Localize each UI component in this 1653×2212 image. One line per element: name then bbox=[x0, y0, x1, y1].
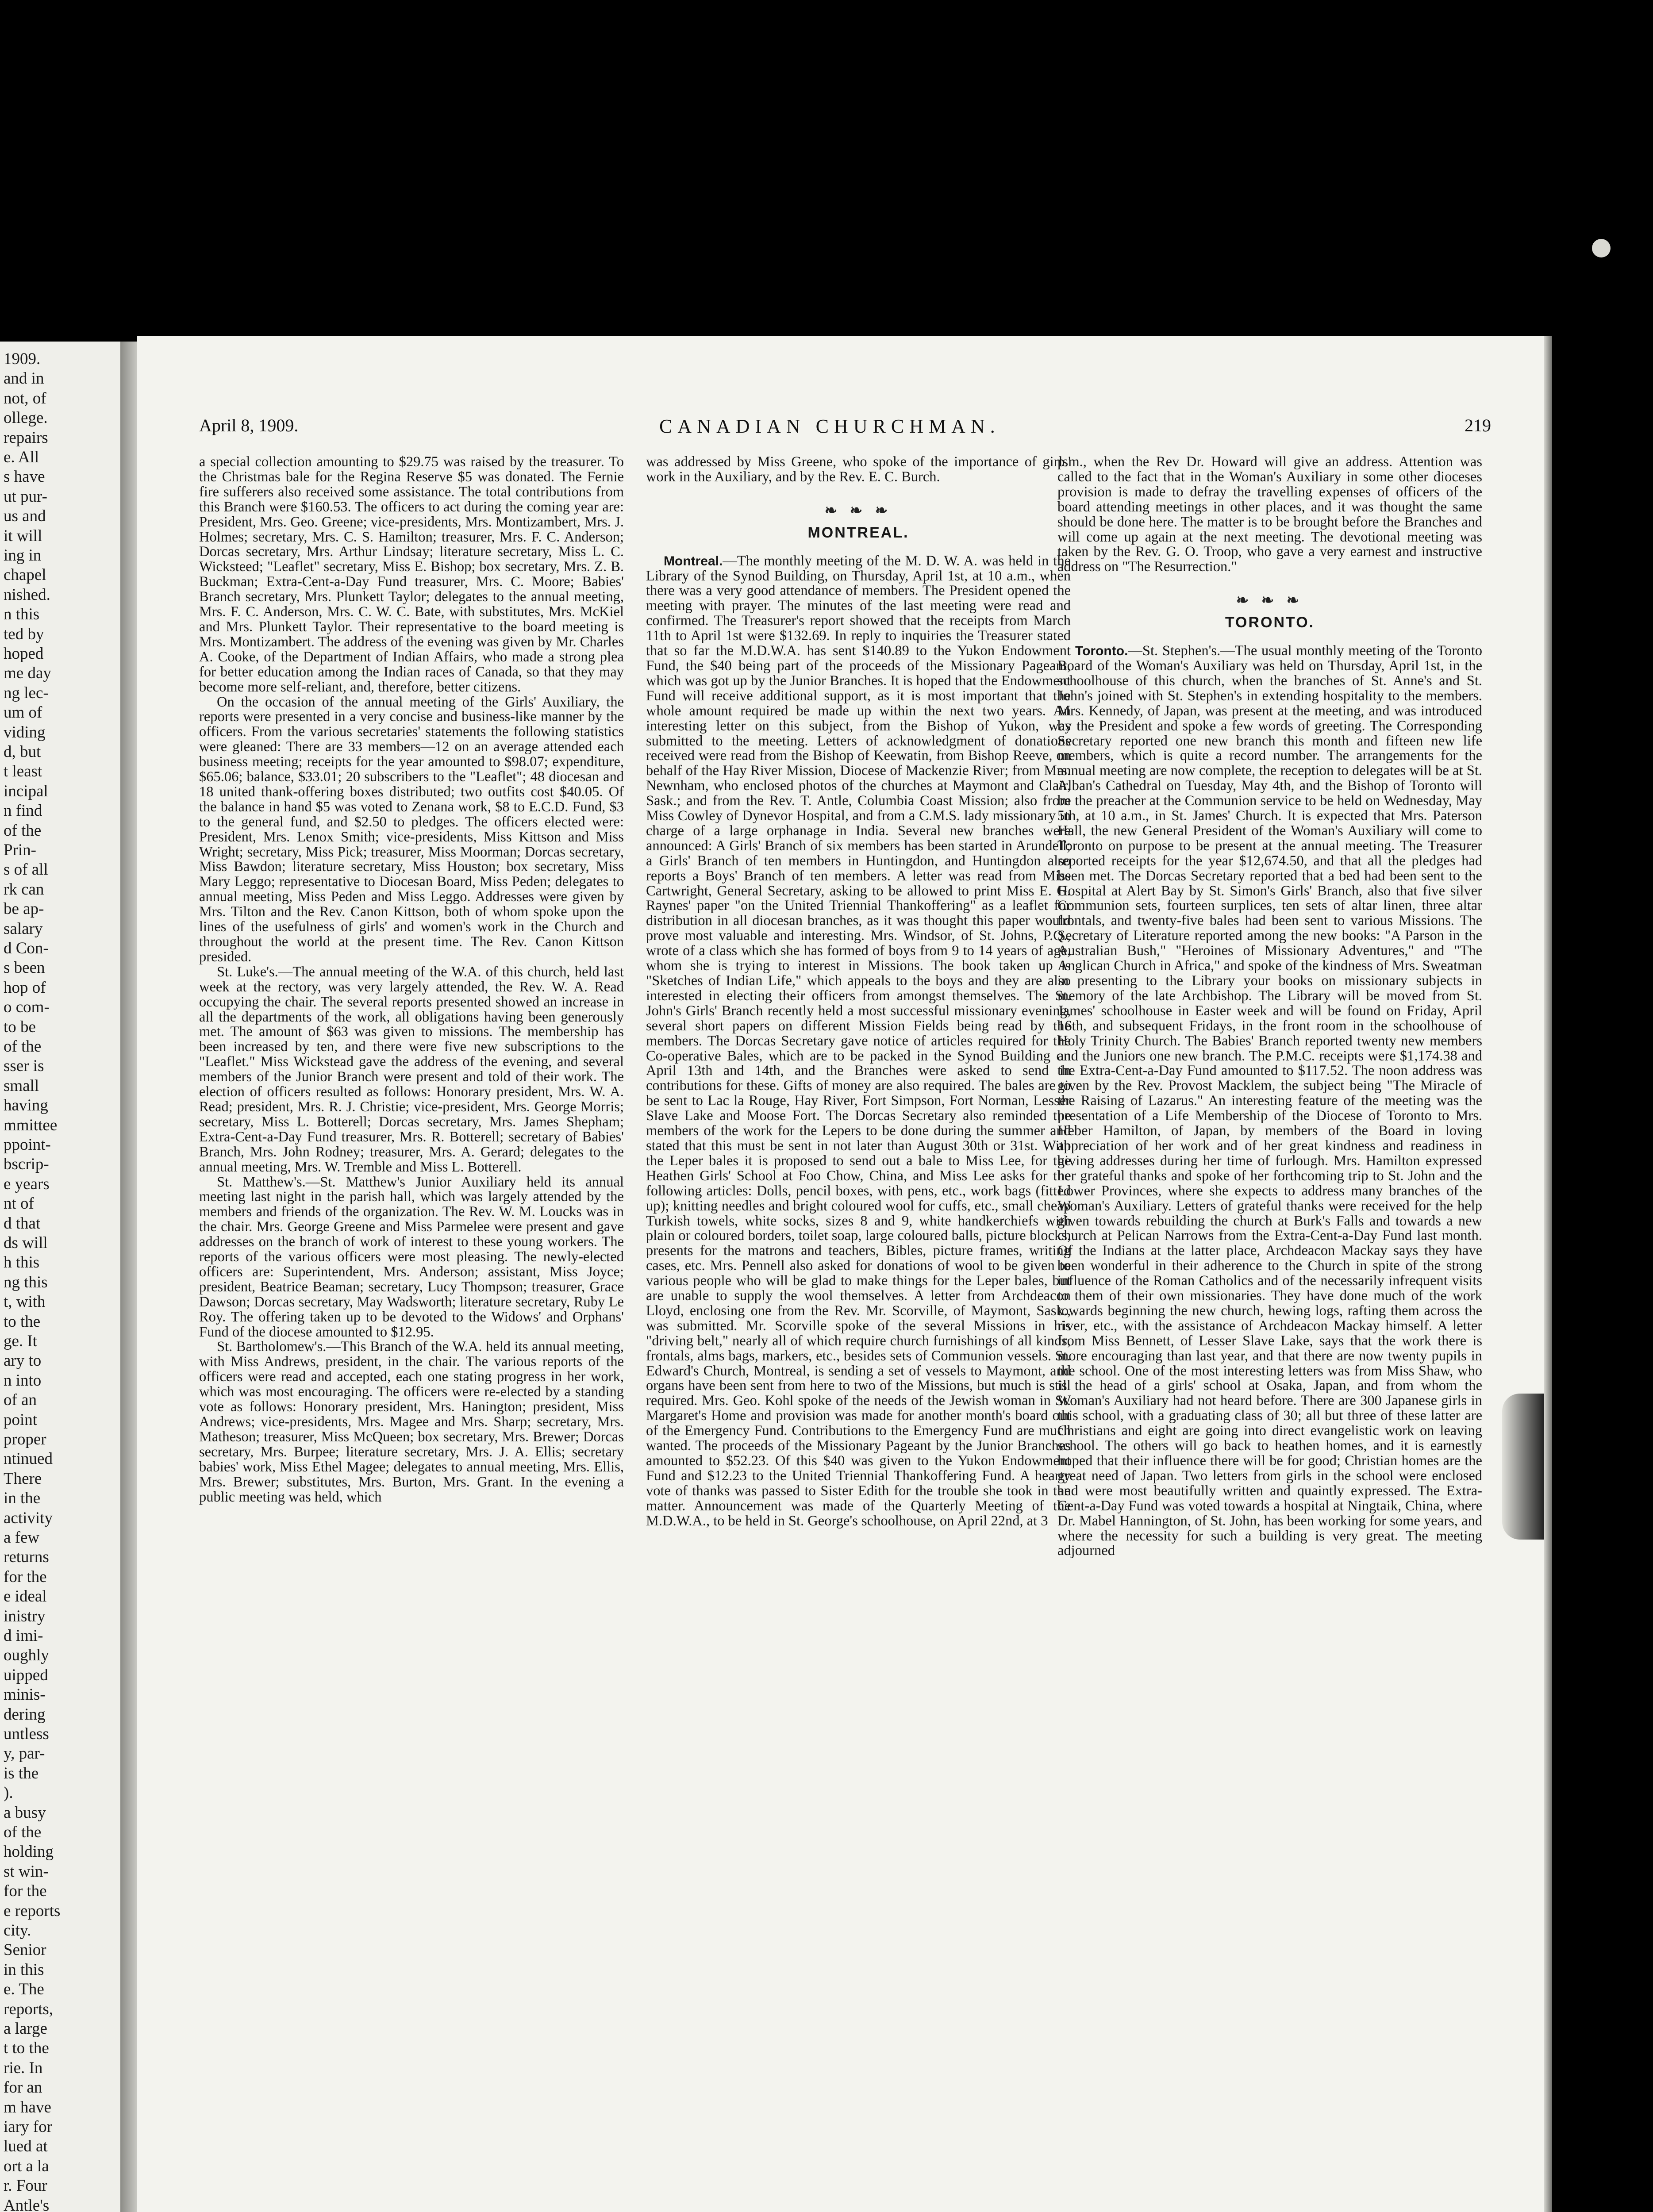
facing-page-line: d Con- bbox=[4, 939, 49, 957]
facing-page-line: for the bbox=[4, 1567, 47, 1586]
facing-page-line: reports, bbox=[4, 2000, 53, 2018]
facing-page-line: for the bbox=[4, 1882, 47, 1901]
facing-page-line: of the bbox=[4, 821, 42, 840]
facing-page-line: lued at bbox=[4, 2137, 48, 2156]
facing-page-line: small bbox=[4, 1076, 39, 1095]
facing-page-line: h this bbox=[4, 1253, 40, 1272]
paragraph-st-bartholomews: St. Bartholomew's.—This Branch of the W.A. held its annual meeting, with Miss Andrews, president, in the chair. The various reports of the officers were read and accepted, each one stating progress in her work, which was most encouraging. The officers were re-elected by a standing vote as follows: Honorary president, Mrs. Hanington; president, Miss Andrews; vice-presidents, Mrs. Magee and Mrs. Sharp; secretary, Mrs. Matheson; treasurer, Miss McQueen; box secretary, Mrs. Brewer; Dorcas secretary, Mrs. Burpee; literature secretary, Mrs. J. A. Ellis; secretary babies' work, Miss Ethel Magee; delegates to annual meeting, Mrs. Ellis, Mrs. Brewer; substitutes, Mrs. Burton, Mrs. Grant. In the evening a public meeting was held, which bbox=[199, 1339, 624, 1505]
facing-page-line: ge. It bbox=[4, 1332, 38, 1350]
book-gutter bbox=[120, 342, 137, 2212]
facing-page-line: ng this bbox=[4, 1273, 48, 1291]
facing-page-line: to be bbox=[4, 1018, 36, 1036]
newspaper-page bbox=[137, 336, 1544, 2212]
facing-page-line: having bbox=[4, 1096, 48, 1115]
facing-page-line: and in bbox=[4, 369, 44, 388]
facing-page-line: hoped bbox=[4, 645, 44, 663]
facing-page-line: e. The bbox=[4, 1980, 44, 1999]
facing-page-line: e. All bbox=[4, 448, 39, 466]
facing-page-line: ary to bbox=[4, 1352, 42, 1370]
facing-page-line: nt of bbox=[4, 1194, 34, 1213]
facing-page-line: ppoint- bbox=[4, 1136, 51, 1154]
facing-page-line: mmittee bbox=[4, 1116, 58, 1134]
facing-page-line: ted by bbox=[4, 625, 44, 643]
facing-page-line: o com- bbox=[4, 998, 50, 1017]
section-heading-montreal: MONTREAL. bbox=[807, 524, 909, 541]
facing-page-line: Prin- bbox=[4, 841, 36, 859]
paragraph-st-matthews: St. Matthew's.—St. Matthew's Junior Auxiliary held its annual meeting last night in the parish hall, which was largely attended by the members and friends of the organization. The Rev. W. M. Loucks was in the chair. Mrs. George Greene and Miss Parmelee were present and gave addresses on the branch of work of interest to these young workers. The reports of the various officers were most pleasing. The newly-elected officers are: Superintendent, Mrs. Anderson; assistant, Miss Joyce; president, Beatrice Beaman; secretary, Lucy Thompson; treasurer, Grace Dawson; Dorcas secretary, May Wadsworth; literature secretary, Ruby Le Roy. The offering taken up to be devoted to the Widows' and Orphans' Fund of the diocese amounted to $12.95. bbox=[199, 1174, 624, 1340]
facing-page-line: returns bbox=[4, 1548, 49, 1567]
clip-shadow bbox=[1502, 1394, 1544, 1540]
facing-page-line: oughly bbox=[4, 1646, 49, 1665]
facing-page-line: not, of bbox=[4, 389, 46, 407]
facing-page-line: of an bbox=[4, 1391, 37, 1409]
facing-page-line: incipal bbox=[4, 782, 48, 800]
facing-page-line: proper bbox=[4, 1430, 46, 1448]
facing-page-line: ). bbox=[4, 1784, 13, 1802]
facing-page-line: for an bbox=[4, 2078, 42, 2097]
facing-page-line: hop of bbox=[4, 978, 46, 997]
facing-page-line: us and bbox=[4, 507, 46, 526]
paragraph-body: —The monthly meeting of the M. D. W. A. was held in the Library of the Synod Building, on Thursday, April 1st, at 10 a.m., when there was a very good attendance of members. The President opened the meeting with prayer. The minutes of the last meeting were read and confirmed. The Treasurer's report showed that the receipts from March 11th to April 1st were $132.69. In reply to inquiries the Treasurer stated that so far the M.D.W.A. has sent $140.89 to the Yukon Endowment Fund, the $40 being part of the proceeds of the Missionary Pageant, which was got up by the Junior Branches. It is hoped that the Endowment Fund will receive additional support, as it is most important that the whole amount required be made up within the next two years. An interesting letter on this subject, from the Bishop of Yukon, was submitted to the meeting. Letters of acknowledgment of donations received were read from the Bishop of Keewatin, from Bishop Reeve, on behalf of the Hay River Mission, Diocese of Mackenzie River; from Mrs. Newnham, who enclosed photos of the churches at Maymont and Clair, Sask.; and from the Rev. T. Antle, Columbia Coast Mission; also from Miss Cowley of Dynevor Hospital, and from a C.M.S. lady missionary in charge of a large orphanage in India. Several new branches were announced: A Girls' Branch of six members has been started in Arundell; a Girls' Branch of ten members in Huntingdon, and Huntingdon also reports a Boys' Branch of ten members. A letter was read from Miss Cartwright, General Secretary, asking to be allowed to print Miss E. G. Raynes' paper "on the United Triennial Thankoffering" as a leaflet for distribution in all diocesan branches, as it was thought this paper would prove most valuable and interesting. Mrs. Windsor, of St. Johns, P.Q., wrote of a class which she has formed of boys from 9 to 14 years of age, whom she is trying to interest in Missions. The book taken up is "Sketches of Indian Life," which appeals to the boys and they are also interested in electing their officers from amongst themselves. The St. John's Girls' Branch recently held a most successful missionary evening, several short papers on different Mission Fields being read by the members. The Dorcas Secretary gave notice of articles required for the Co-operative Bales, which are to be packed in the Synod Building on April 13th and 14th, and the Branches were asked to send in contributions for these. Gifts of money are also required. The bales are to be sent to Lac la Rouge, Hay River, Fort Simpson, Fort Norman, Lesser Slave Lake and Moose Fort. The Dorcas Secretary also reminded the members of the work for the Lepers to be done during the summer and stated that this must be sent in not later than August 30th or 31st. With the Leper bales it is proposed to send out a bale to Miss Lee, for the Heathen Girls' School at Foo Chow, China, and Miss Lee asks for the following articles: Dolls, pencil boxes, with pens, etc., work bags (fitted up); knitting needles and bright coloured wool for cuffs, etc., small cheap Turkish towels, white socks, sizes 8 and 9, white handkerchiefs with plain or coloured borders, toilet soap, large coloured balls, picture blocks, presents for the matrons and teachers, Bibles, picture frames, writing cases, etc. Mrs. Pennell also asked for donations of wool to be given to various people who will be glad to make things for the Leper bales, but are unable to supply the wool themselves. A letter from Archdeacon Lloyd, enclosing one from the Rev. Mr. Scorville, of Maymont, Sask., was submitted. Mr. Scorville spoke of the several Missions in his "driving belt," nearly all of which require church furnishings of all kinds, frontals, alms bags, markers, etc., besides sets of Communion vessels. St. Edward's Church, Montreal, is sending a set of vessels to Maymont, and organs have been sent from here to two of the Missions, but much is still required. Mrs. Geo. Kohl spoke of the needs of the Jewish woman in St. Margaret's Home and provision was made for another month's board out of the Emergency Fund. Contributions to the Emergency Fund are much wanted. The proceeds of the Missionary Pageant by the Junior Branches amounted to $52.23. Of this $40 was given to the Yukon Endowment Fund and $12.23 to the United Triennial Thankoffering Fund. A hearty vote of thanks was passed to Sister Edith for the trouble she took in the matter. Announcement was made of the Quarterly Meeting of the M.D.W.A., to be held in St. George's schoolhouse, on April 22nd, at 3 bbox=[646, 553, 1071, 1529]
facing-page-line: in this bbox=[4, 1960, 44, 1979]
header-date: April 8, 1909. bbox=[199, 415, 299, 435]
paragraph-continuation: a special collection amounting to $29.75 was raised by the treasurer. To the Christmas bale for the Regina Reserve $5 was donated. The Fernie fire sufferers also received some assistance. The total contributions from this Branch were $160.53. The officers to act during the coming year are: President, Mrs. Geo. Greene; vice-presidents, Mrs. Montizambert, Mrs. J. Holmes; secretary, Mrs. C. S. Hamilton; treasurer, Mrs. F. C. Anderson; Dorcas secretary, Mrs. Arthur Lindsay; literature secretary, Miss L. C. Wicksteed; "Leaflet" secretary, Miss E. Bishop; box secretary, Mrs. Z. B. Buckman; Extra-Cent-a-Day Fund treasurer, Mrs. C. Moore; Babies' Branch secretary, Mrs. Plunkett Taylor; delegates to the annual meeting, Mrs. F. C. Anderson, Mrs. C. W. C. Bate, with substitutes, Mrs. McKiel and Mrs. Plunkett Taylor. Their representative to the board meeting is Mrs. Montizambert. The address of the evening was given by Mr. Charles A. Cooke, of the Department of Indian Affairs, who made a strong plea for better education among the Indian races of Canada, so that they may become more self-reliant, and, therefore, better citizens. bbox=[199, 455, 624, 695]
publication-title: CANADIAN CHURCHMAN. bbox=[659, 415, 1000, 437]
facing-page-line: rk can bbox=[4, 880, 44, 899]
section-ornament: ❧ ❧ ❧ bbox=[824, 502, 892, 519]
facing-page-line: There bbox=[4, 1469, 42, 1488]
facing-page-line: be ap- bbox=[4, 900, 44, 918]
facing-page-line: a few bbox=[4, 1528, 40, 1547]
facing-page-line: holding bbox=[4, 1843, 54, 1861]
paragraph-st-lukes: St. Luke's.—The annual meeting of the W.A. of this church, held last week at the rectory, was very largely attended, the Rev. W. A. Read occupying the chair. The several reports presented showed an increase in all the departments of the work, all obligations having been generously met. The amount of $63 was given to missions. The membership has been increased by ten, and there were five new subscriptions to the "Leaflet." Miss Wickstead gave the address of the evening, and several members of the Junior Branch were present and told of their work. The election of officers resulted as follows: Honorary president, Mrs. W. A. Read; president, Mrs. R. J. Christie; vice-president, Mrs. George Morris; secretary, Miss L. Botterell; Dorcas secretary, Mrs. James Shepham; Extra-Cent-a-Day Fund treasurer, Mrs. R. Botterell; secretary of Babies' Branch, Mrs. John Rodney; treasurer, Mrs. A. Gerard; delegates to the annual meeting, Mrs. W. Tremble and Miss L. Botterell. bbox=[199, 964, 624, 1175]
column-2 bbox=[646, 455, 1071, 2212]
column-3 bbox=[1057, 455, 1482, 2212]
paragraph-girls-auxiliary: On the occasion of the annual meeting of the Girls' Auxiliary, the reports were presented in a very concise and business-like manner by the officers. From the various secretaries' statements the following statistics were gleaned: There are 33 members—12 on an average attended each business meeting; receipts for the year amounted to $98.07; expenditure, $65.06; balance, $33.01; 20 subscribers to the "Leaflet"; 48 diocesan and 18 united thank-offering boxes distributed; two outfits cost $40.05. Of the balance in hand $5 was voted to Zenana work, $8 to E.C.D. Fund, $3 to the general fund, and $2.50 to pledges. The officers elected were: President, Mrs. Lenox Smith; vice-presidents, Miss Kittson and Miss Wright; secretary, Miss Pick; treasurer, Miss Moorman; Dorcas secretary, Miss Bawdon; literature secretary, Miss Houston; box secretary, Miss Mary Leggo; representative to Diocesan Board, Miss Peden; delegates to annual meeting, Miss Peden and Miss Leggo. Addresses were given by Mrs. Tilton and the Rev. Canon Kittson, both of whom spoke upon the lines of the usefulness of girls' and women's work in the Church and throughout the world at the present time. The Rev. Canon Kittson presided. bbox=[199, 694, 624, 965]
facing-page-line: t least bbox=[4, 762, 42, 781]
film-edge-mark bbox=[1592, 239, 1611, 257]
facing-page-line: Antle's bbox=[4, 2196, 50, 2212]
facing-page-line: um of bbox=[4, 703, 42, 722]
facing-page-line: e years bbox=[4, 1175, 50, 1193]
facing-page-line: d imi- bbox=[4, 1627, 43, 1645]
facing-page-line: e reports bbox=[4, 1901, 61, 1920]
facing-page-line: iary for bbox=[4, 2118, 52, 2136]
facing-page-line: n this bbox=[4, 605, 40, 624]
facing-page-line: ort a la bbox=[4, 2157, 49, 2175]
facing-page-line: s of all bbox=[4, 860, 48, 879]
facing-page-line: 1909. bbox=[4, 350, 41, 368]
facing-page-line: ing in bbox=[4, 546, 42, 565]
page-number: 219 bbox=[1465, 415, 1491, 435]
facing-page-line: a large bbox=[4, 2020, 47, 2038]
facing-page-line: t to the bbox=[4, 2039, 49, 2058]
facing-page-line: inistry bbox=[4, 1607, 46, 1625]
paragraph-lead: Montreal. bbox=[664, 553, 723, 568]
facing-page-line: me day bbox=[4, 664, 51, 683]
facing-page-line: activity bbox=[4, 1509, 53, 1527]
facing-page-line: point bbox=[4, 1410, 38, 1429]
facing-page-line: repairs bbox=[4, 428, 48, 447]
facing-page-line: of the bbox=[4, 1037, 42, 1056]
facing-page-line: minis- bbox=[4, 1686, 46, 1704]
paragraph-body: —St. Stephen's.—The usual monthly meeting of the Toronto Board of the Woman's Auxiliary was held on Thursday, April 1st, in the schoolhouse of this church, when the branches of St. Anne's and St. John's joined with St. Stephen's in extending hospitality to the members. Mrs. Kennedy, of Japan, was present at the meeting, and was introduced by the President and spoke a few words of greeting. The Corresponding Secretary reported one new branch this month and fifteen new life members, which is quite a record number. The arrangements for the annual meeting are now complete, the reception to delegates will be at St. Alban's Cathedral on Tuesday, May 4th, and the Bishop of Toronto will be the preacher at the Communion service to be held on Wednesday, May 5th, at 10 a.m., in St. James' Church. It is expected that Mrs. Paterson Hall, the new General President of the Woman's Auxiliary will come to Toronto on purpose to be present at the annual meeting. The Treasurer reported receipts for the year $12,674.50, and that all the pledges had been met. The Dorcas Secretary reported that a bed had been sent to the Hospital at Alert Bay by St. Simon's Girls' Branch, also that five silver Communion sets, fourteen surplices, ten sets of altar linen, three altar frontals, and twenty-five bales had been sent to various Missions. The Secretary of Literature reported among the new books: "A Parson in the Australian Bush," "Heroines of Missionary Adventures," and "The Anglican Church in Africa," and spoke of the kindness of Mrs. Sweatman in presenting to the Library your books on missionary subjects in memory of the late Archbishop. The Library will be moved from St. James' schoolhouse in Easter week and will be found on Friday, April 16th, and subsequent Fridays, in the front room in the schoolhouse of Holy Trinity Church. The Babies' Branch reported twenty new members and the Juniors one new branch. The P.M.C. receipts were $1,174.38 and the Extra-Cent-a-Day Fund amounted to $117.52. The noon address was given by the Rev. Provost Macklem, the subject being "The Miracle of the Raising of Lazarus." An interesting feature of the meeting was the presentation of a Life Membership of the Diocese of Toronto to Mrs. Heber Hamilton, of Japan, by members of the Board in loving appreciation of her work and of her great kindness and readiness in giving addresses during her time of furlough. Mrs. Hamilton expressed her grateful thanks and spoke of her forthcoming trip to St. John and the Lower Provinces, where she expects to address many branches of the Woman's Auxiliary. Letters of grateful thanks were received for the help given towards rebuilding the church at Burk's Falls and towards a new church at Pelican Narrows from the Extra-Cent-a-Day Fund last month. Of the Indians at the latter place, Archdeacon Mackay says they have been wonderful in their adherence to the Church in spite of the strong influence of the Roman Catholics and of the necessarily infrequent visits to them of their own missionaries. They have done much of the work towards beginning the new church, hewing logs, rafting them across the river, etc., with the assistance of Archdeacon Mackay himself. A letter from Miss Bennett, of Lesser Slave Lake, says that the work there is more encouraging than last year, and that there are now twenty pupils in the school. One of the most interesting letters was from Miss Shaw, who is the head of a girls' school at Osaka, Japan, and from whom the Woman's Auxiliary had not heard before. There are 300 Japanese girls in this school, with a graduating class of 30; all but three of these latter are Christians and eight are going into direct evangelistic work on leaving school. The others will go back to heathen homes, and it is earnestly hoped that their influence there will be for good; Christian homes are the great need of Japan. Two letters from girls in the school were enclosed and were most beautifully written and quaintly expressed. The Extra-Cent-a-Day Fund was voted towards a hospital at Ningtaik, China, where Dr. Mabel Hannington, of St. John, has been working for some years, and where the necessity for such a building is very great. The meeting adjourned bbox=[1057, 643, 1482, 1559]
facing-page-line: n into bbox=[4, 1371, 42, 1390]
facing-page-line: ntinued bbox=[4, 1450, 53, 1468]
facing-page-line: y, par- bbox=[4, 1744, 45, 1763]
facing-page-line: m have bbox=[4, 2098, 51, 2116]
paragraph-montreal bbox=[646, 554, 1071, 1529]
facing-page-line: dering bbox=[4, 1705, 46, 1724]
facing-page-line: n find bbox=[4, 802, 42, 820]
facing-page-line: it will bbox=[4, 526, 42, 545]
page-edge bbox=[1544, 336, 1552, 2212]
paragraph-continuation: was addressed by Miss Greene, who spoke of the importance of girls' work in the Auxiliary, and by the Rev. E. C. Burch. bbox=[646, 455, 1071, 485]
facing-page-line: d that bbox=[4, 1214, 41, 1233]
facing-page-line: s been bbox=[4, 959, 45, 977]
column-1 bbox=[199, 455, 624, 2212]
facing-page-line: to the bbox=[4, 1312, 41, 1331]
facing-page-line: is the bbox=[4, 1764, 39, 1782]
facing-page-line: uipped bbox=[4, 1666, 48, 1684]
facing-page-line: city. bbox=[4, 1921, 31, 1939]
facing-page-fragment bbox=[0, 342, 120, 2212]
facing-page-line: e ideal bbox=[4, 1587, 47, 1606]
facing-page-line: bscrip- bbox=[4, 1155, 49, 1174]
facing-page-line: rie. In bbox=[4, 2058, 43, 2077]
facing-page-line: ds will bbox=[4, 1234, 48, 1252]
facing-page-line: ng lec- bbox=[4, 684, 49, 702]
paragraph-lead: Toronto. bbox=[1075, 644, 1128, 659]
facing-page-line: s have bbox=[4, 468, 45, 486]
facing-page-line: nished. bbox=[4, 585, 50, 604]
paragraph-toronto bbox=[1057, 644, 1482, 1559]
section-heading-toronto: TORONTO. bbox=[1225, 614, 1315, 631]
facing-page-line: untless bbox=[4, 1725, 49, 1743]
facing-page-line: d, but bbox=[4, 743, 41, 761]
facing-page-line: ut pur- bbox=[4, 487, 47, 506]
facing-page-line: of the bbox=[4, 1823, 42, 1841]
facing-page-line: in the bbox=[4, 1489, 41, 1508]
facing-page-line: sser is bbox=[4, 1057, 44, 1075]
facing-page-line: st win- bbox=[4, 1862, 49, 1881]
facing-page-line: salary bbox=[4, 919, 43, 938]
section-ornament: ❧ ❧ ❧ bbox=[1236, 592, 1304, 609]
facing-page-line: viding bbox=[4, 723, 46, 741]
paragraph-continuation: p.m., when the Rev Dr. Howard will give an address. Attention was called to the fact that in the Woman's Auxiliary in some other dioceses provision is made to defray the travelling expenses of officers of the board attending meetings in other places, and it was thought the same should be done here. The matter is to be brought before the Branches and will come up again at the next meeting. The devotional meeting was taken by the Rev. G. O. Troop, who gave a very earnest and instructive address on "The Resurrection." bbox=[1057, 455, 1482, 575]
facing-page-line: chapel bbox=[4, 566, 46, 584]
facing-page-line: ollege. bbox=[4, 409, 48, 427]
facing-page-line: Senior bbox=[4, 1941, 46, 1959]
facing-page-line: r. Four bbox=[4, 2177, 47, 2195]
facing-page-line: a busy bbox=[4, 1803, 46, 1822]
facing-page-line: t, with bbox=[4, 1293, 46, 1311]
